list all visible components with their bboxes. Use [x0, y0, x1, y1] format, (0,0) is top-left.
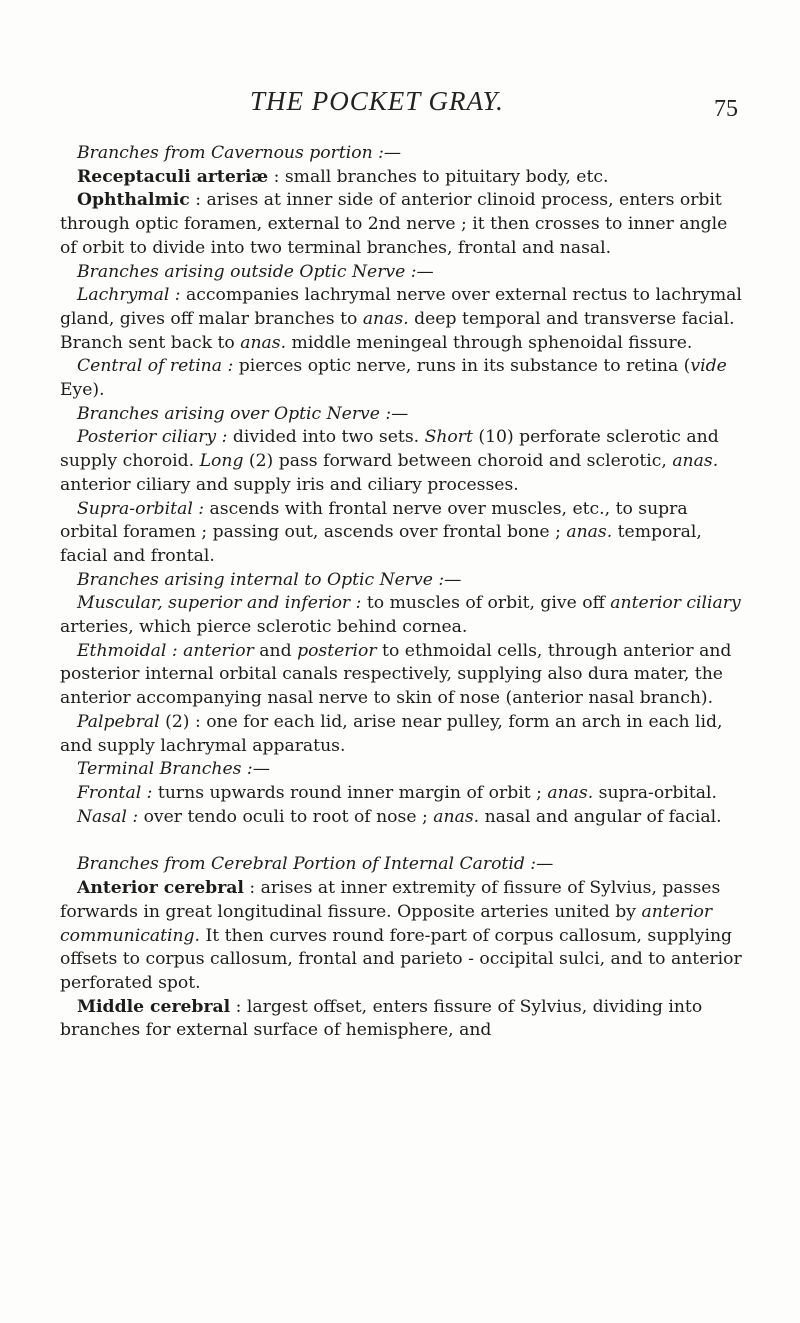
paragraph-nasal	[60, 806, 746, 830]
word-vide: vide	[690, 356, 727, 377]
paragraph-posterior-ciliary	[60, 426, 746, 497]
paragraph-text: to muscles of orbit, give off	[361, 593, 611, 614]
paragraph-text: It then curves round fore-part of corpus callosum, supplying offsets to corpus callosum, frontal and parieto - occipital sulci, and to anterior perforated spot.	[60, 925, 742, 993]
section-heading-cerebral: Branches from Cerebral Portion of Internal Carotid :—	[77, 854, 554, 875]
paragraph-text: divided into two sets.	[227, 427, 425, 448]
paragraph-text: middle meningeal through sphenoidal fissure.	[286, 332, 693, 353]
paragraph-text: deep temporal and transverse facial. Branch sent back to	[60, 308, 735, 353]
word-long: Long	[199, 451, 244, 472]
abbrev-anas: anas.	[433, 806, 480, 827]
paragraph-text: (2) : one for each lid, arise near pulley, form an arch in each lid, and supply lachrymal apparatus.	[60, 711, 723, 756]
paragraph-supra-orbital	[60, 498, 746, 569]
paragraph-text: turns upwards round inner margin of orbit ;	[152, 782, 548, 803]
term-nasal: Nasal :	[77, 806, 139, 827]
paragraph-text: : largest offset, enters fissure of Sylvius, dividing into branches for external surface of hemisphere, and	[60, 996, 703, 1041]
abbrev-anas: anas.	[547, 782, 594, 803]
paragraph-text: to ethmoidal cells, through anterior and posterior internal orbital canals respectively, supplying also dura mater, the anterior accompanying nasal nerve to skin of nose (anterior nasal branch).	[60, 640, 732, 709]
paragraph-text: arteries, which pierce sclerotic behind cornea.	[60, 617, 468, 638]
section-heading-outside-optic: Branches arising outside Optic Nerve :—	[77, 261, 434, 282]
word-short: Short	[424, 427, 473, 448]
paragraph-text: anterior ciliary and supply iris and ciliary processes.	[60, 474, 519, 495]
paragraph-anterior-cerebral	[60, 877, 746, 996]
paragraph-text: ascends with frontal nerve over muscles, etc., to supra orbital foramen ; passing out, ascends over frontal bone ;	[60, 498, 688, 543]
section-heading-over-optic: Branches arising over Optic Nerve :—	[77, 403, 409, 424]
running-title: THE POCKET GRAY.	[250, 86, 504, 116]
paragraph-lachrymal	[60, 284, 746, 355]
paragraph-text: over tendo oculi to root of nose ;	[138, 806, 434, 827]
page-number: 75	[714, 96, 738, 122]
paragraph-text: supra-orbital.	[593, 782, 717, 803]
paragraph-text: (2) pass forward between choroid and sclerotic,	[243, 451, 673, 472]
paragraph-ophthalmic	[60, 189, 746, 260]
paragraph-text: pierces optic nerve, runs in its substance to retina (	[233, 356, 691, 377]
paragraph-muscular	[60, 592, 746, 639]
paragraph-ethmoidal	[60, 640, 746, 711]
term-lachrymal: Lachrymal :	[77, 285, 181, 306]
abbrev-anas: anas.	[566, 522, 613, 543]
term-anterior-cerebral: Anterior cerebral	[77, 878, 244, 899]
term-ophthalmic: Ophthalmic	[77, 190, 190, 211]
paragraph-text: and	[253, 640, 298, 661]
abbrev-anas: anas.	[362, 308, 409, 329]
term-anterior-communicating: anterior communicating.	[60, 901, 713, 946]
term-posterior-ciliary: Posterior ciliary :	[77, 427, 228, 448]
term-muscular: Muscular, superior and inferior :	[77, 593, 362, 614]
section-heading-cavernous: Branches from Cavernous portion :—	[77, 143, 402, 163]
paragraph-text: : arises at inner extremity of fissure of Sylvius, passes forwards in great longitudinal fissure. Opposite arteries united by	[60, 878, 721, 922]
paragraph-text: temporal, facial and frontal.	[60, 522, 702, 566]
term-receptaculi: Receptaculi arteriæ	[77, 166, 269, 187]
abbrev-anas: anas.	[240, 332, 287, 353]
paragraph-frontal	[60, 782, 746, 806]
abbrev-anas: anas.	[672, 451, 719, 472]
term-palpebral: Palpebral	[77, 711, 160, 732]
paragraph-text: : arises at inner side of anterior clinoid process, enters orbit through optic foramen, external to 2nd nerve ; it then crosses to inner angle of orbit to divide into two terminal branches, frontal and nasal.	[60, 190, 728, 258]
paragraph-text: Eye).	[60, 380, 105, 401]
term-anterior-ciliary: anterior ciliary	[610, 593, 741, 614]
term-central-retina: Central of retina :	[77, 356, 234, 377]
term-frontal: Frontal :	[77, 782, 153, 803]
paragraph-middle-cerebral	[60, 996, 746, 1043]
paragraph-central-retina	[60, 355, 746, 402]
section-spacer	[60, 829, 746, 853]
paragraph-text: accompanies lachrymal nerve over external rectus to lachrymal gland, gives off malar branches to	[60, 285, 742, 329]
term-supra-orbital: Supra-orbital :	[77, 498, 205, 519]
term-middle-cerebral: Middle cerebral	[77, 996, 231, 1017]
paragraph-text: nasal and angular of facial.	[479, 806, 722, 827]
word-anterior: anterior	[177, 640, 254, 661]
section-heading-terminal: Terminal Branches :—	[77, 759, 270, 780]
section-heading-internal-optic: Branches arising internal to Optic Nerve :—	[77, 569, 462, 590]
paragraph-palpebral	[60, 711, 746, 758]
paragraph-receptaculi	[60, 166, 746, 190]
paragraph-text: : small branches to pituitary body, etc.	[268, 166, 609, 187]
body-text	[60, 142, 746, 1043]
word-posterior: posterior	[297, 640, 377, 661]
paragraph-text: (10) perforate sclerotic and supply choroid.	[60, 427, 719, 472]
term-ethmoidal: Ethmoidal :	[77, 640, 178, 661]
